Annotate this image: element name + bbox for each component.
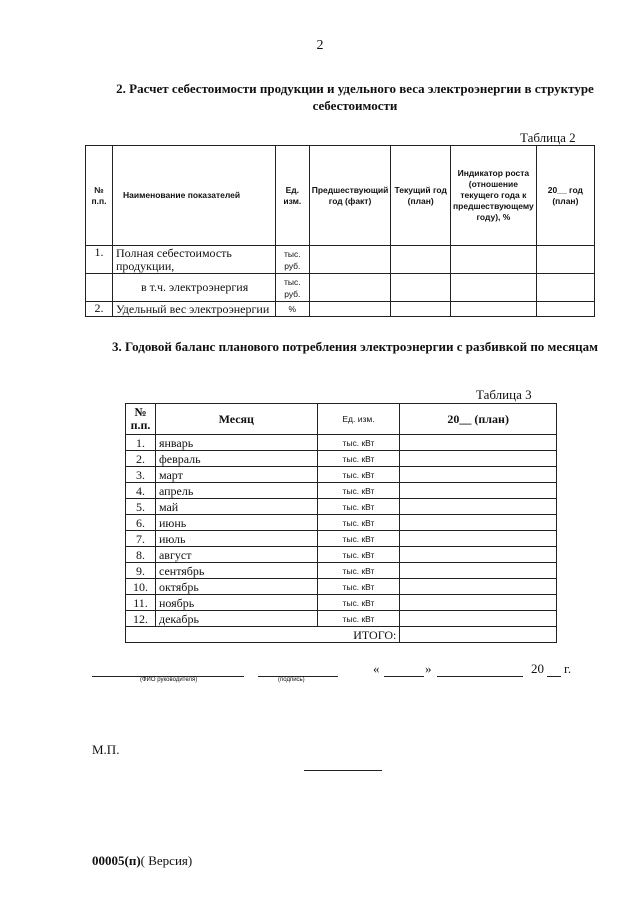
- cell-plan-year[interactable]: [536, 274, 594, 302]
- cell-current-year[interactable]: [391, 302, 451, 317]
- date-year-prefix: 20: [531, 661, 544, 676]
- row-num: 1.: [126, 435, 156, 451]
- table-3-caption: Таблица 3: [476, 387, 532, 402]
- row-name: Полная себестоимость продукции,: [112, 246, 275, 274]
- row-month: июнь: [155, 515, 317, 531]
- cell-plan[interactable]: [400, 611, 557, 627]
- row-month: март: [155, 467, 317, 483]
- row-unit: тыс. кВт: [317, 467, 400, 483]
- table-row: [126, 451, 557, 467]
- cell-growth[interactable]: [451, 274, 537, 302]
- row-unit: тыс. кВт: [317, 579, 400, 595]
- row-month: август: [155, 547, 317, 563]
- row-num: 9.: [126, 563, 156, 579]
- row-num: 6.: [126, 515, 156, 531]
- section-2-title: 2. Расчет себестоимости продукции и удельного веса электроэнергии в структуре себестоимости: [116, 81, 594, 113]
- cell-plan[interactable]: [400, 563, 557, 579]
- table-2-header-unit: Ед. изм.: [275, 146, 309, 246]
- table-2-header-row: [86, 146, 595, 246]
- row-unit: тыс. кВт: [317, 547, 400, 563]
- cell-plan[interactable]: [400, 435, 557, 451]
- row-name: Удельный вес электроэнергии: [112, 302, 275, 317]
- table-2: [85, 145, 595, 317]
- row-name: в т.ч. электроэнергия: [112, 274, 275, 302]
- total-label: ИТОГО:: [126, 627, 400, 643]
- cell-prev-year[interactable]: [309, 302, 391, 317]
- table-2-header-prev-year: Предшествующий год (факт): [309, 146, 391, 246]
- row-num: [86, 274, 113, 302]
- table-row: [126, 435, 557, 451]
- row-num: 5.: [126, 499, 156, 515]
- cell-plan[interactable]: [400, 595, 557, 611]
- date-close-quote: »: [425, 661, 432, 676]
- date-year-suffix: г.: [564, 661, 572, 676]
- table-2-header-name: Наименование показателей: [112, 146, 275, 246]
- row-unit: тыс. руб.: [275, 274, 309, 302]
- table-row: [126, 515, 557, 531]
- row-num: 2.: [126, 451, 156, 467]
- cell-total[interactable]: [400, 627, 557, 643]
- table-3-header-month: Месяц: [155, 404, 317, 435]
- row-month: июль: [155, 531, 317, 547]
- table-3-header-plan: 20__ (план): [400, 404, 557, 435]
- footer-version: ( Версия): [140, 853, 193, 868]
- table-row: [126, 499, 557, 515]
- table-2-caption: Таблица 2: [520, 130, 576, 145]
- cell-plan-year[interactable]: [536, 246, 594, 274]
- row-unit: тыс. руб.: [275, 246, 309, 274]
- table-row: [86, 274, 595, 302]
- date-open-quote: «: [373, 661, 380, 676]
- table-row: [126, 611, 557, 627]
- table-row: [126, 531, 557, 547]
- cell-prev-year[interactable]: [309, 274, 391, 302]
- row-month: сентябрь: [155, 563, 317, 579]
- row-unit: тыс. кВт: [317, 531, 400, 547]
- signature-caption: (подпись): [278, 677, 305, 683]
- cell-growth[interactable]: [451, 302, 537, 317]
- row-month: январь: [155, 435, 317, 451]
- row-num: 3.: [126, 467, 156, 483]
- row-month: октябрь: [155, 579, 317, 595]
- row-num: 12.: [126, 611, 156, 627]
- row-month: декабрь: [155, 611, 317, 627]
- row-num: 2.: [86, 302, 113, 317]
- cell-plan[interactable]: [400, 579, 557, 595]
- cell-plan[interactable]: [400, 515, 557, 531]
- table-row: [126, 579, 557, 595]
- cell-plan-year[interactable]: [536, 302, 594, 317]
- cell-prev-year[interactable]: [309, 246, 391, 274]
- cell-growth[interactable]: [451, 246, 537, 274]
- row-unit: тыс. кВт: [317, 483, 400, 499]
- table-2-header-num: № п.п.: [86, 146, 113, 246]
- cell-plan[interactable]: [400, 531, 557, 547]
- table-row: [126, 467, 557, 483]
- row-num: 8.: [126, 547, 156, 563]
- table-3-header-row: [126, 404, 557, 435]
- footer: [92, 853, 192, 869]
- table-row: [126, 547, 557, 563]
- row-unit: тыс. кВт: [317, 451, 400, 467]
- section-3-title: 3. Годовой баланс планового потребления электроэнергии с разбивкой по месяцам: [111, 339, 598, 354]
- row-unit: тыс. кВт: [317, 499, 400, 515]
- row-num: 1.: [86, 246, 113, 274]
- date-day-line[interactable]: [384, 663, 424, 677]
- row-unit: тыс. кВт: [317, 435, 400, 451]
- cell-plan[interactable]: [400, 467, 557, 483]
- total-row: [126, 627, 557, 643]
- table-row: [126, 563, 557, 579]
- table-2-header-current-year: Текущий год (план): [391, 146, 451, 246]
- table-row: [86, 246, 595, 274]
- cell-current-year[interactable]: [391, 274, 451, 302]
- table-2-header-plan-year: 20__ год (план): [536, 146, 594, 246]
- page-number: 2: [316, 38, 324, 53]
- row-month: апрель: [155, 483, 317, 499]
- table-3-header-num: № п.п.: [126, 404, 156, 435]
- row-num: 7.: [126, 531, 156, 547]
- row-num: 4.: [126, 483, 156, 499]
- date-year-line[interactable]: [547, 663, 561, 677]
- signature-line[interactable]: [258, 663, 338, 677]
- table-row: [126, 595, 557, 611]
- row-month: май: [155, 499, 317, 515]
- row-unit: тыс. кВт: [317, 595, 400, 611]
- cell-plan[interactable]: [400, 483, 557, 499]
- stamp-line: [304, 770, 382, 771]
- cell-plan[interactable]: [400, 499, 557, 515]
- cell-plan[interactable]: [400, 547, 557, 563]
- table-row: [86, 302, 595, 317]
- row-num: 10.: [126, 579, 156, 595]
- row-unit: %: [275, 302, 309, 317]
- date-month-line[interactable]: [437, 663, 523, 677]
- row-month: ноябрь: [155, 595, 317, 611]
- cell-current-year[interactable]: [391, 246, 451, 274]
- fio-caption: (ФИО руководителя): [140, 677, 198, 683]
- row-month: февраль: [155, 451, 317, 467]
- row-unit: тыс. кВт: [317, 563, 400, 579]
- row-unit: тыс. кВт: [317, 611, 400, 627]
- table-2-header-growth: Индикатор роста (отношение текущего года к предшествующему году), %: [451, 146, 537, 246]
- stamp-label: М.П.: [92, 742, 120, 757]
- row-num: 11.: [126, 595, 156, 611]
- cell-plan[interactable]: [400, 451, 557, 467]
- footer-code: 00005(п): [92, 853, 141, 868]
- table-3: [125, 403, 557, 643]
- table-3-header-unit: Ед. изм.: [317, 404, 400, 435]
- table-row: [126, 483, 557, 499]
- fio-line[interactable]: [92, 663, 244, 677]
- row-unit: тыс. кВт: [317, 515, 400, 531]
